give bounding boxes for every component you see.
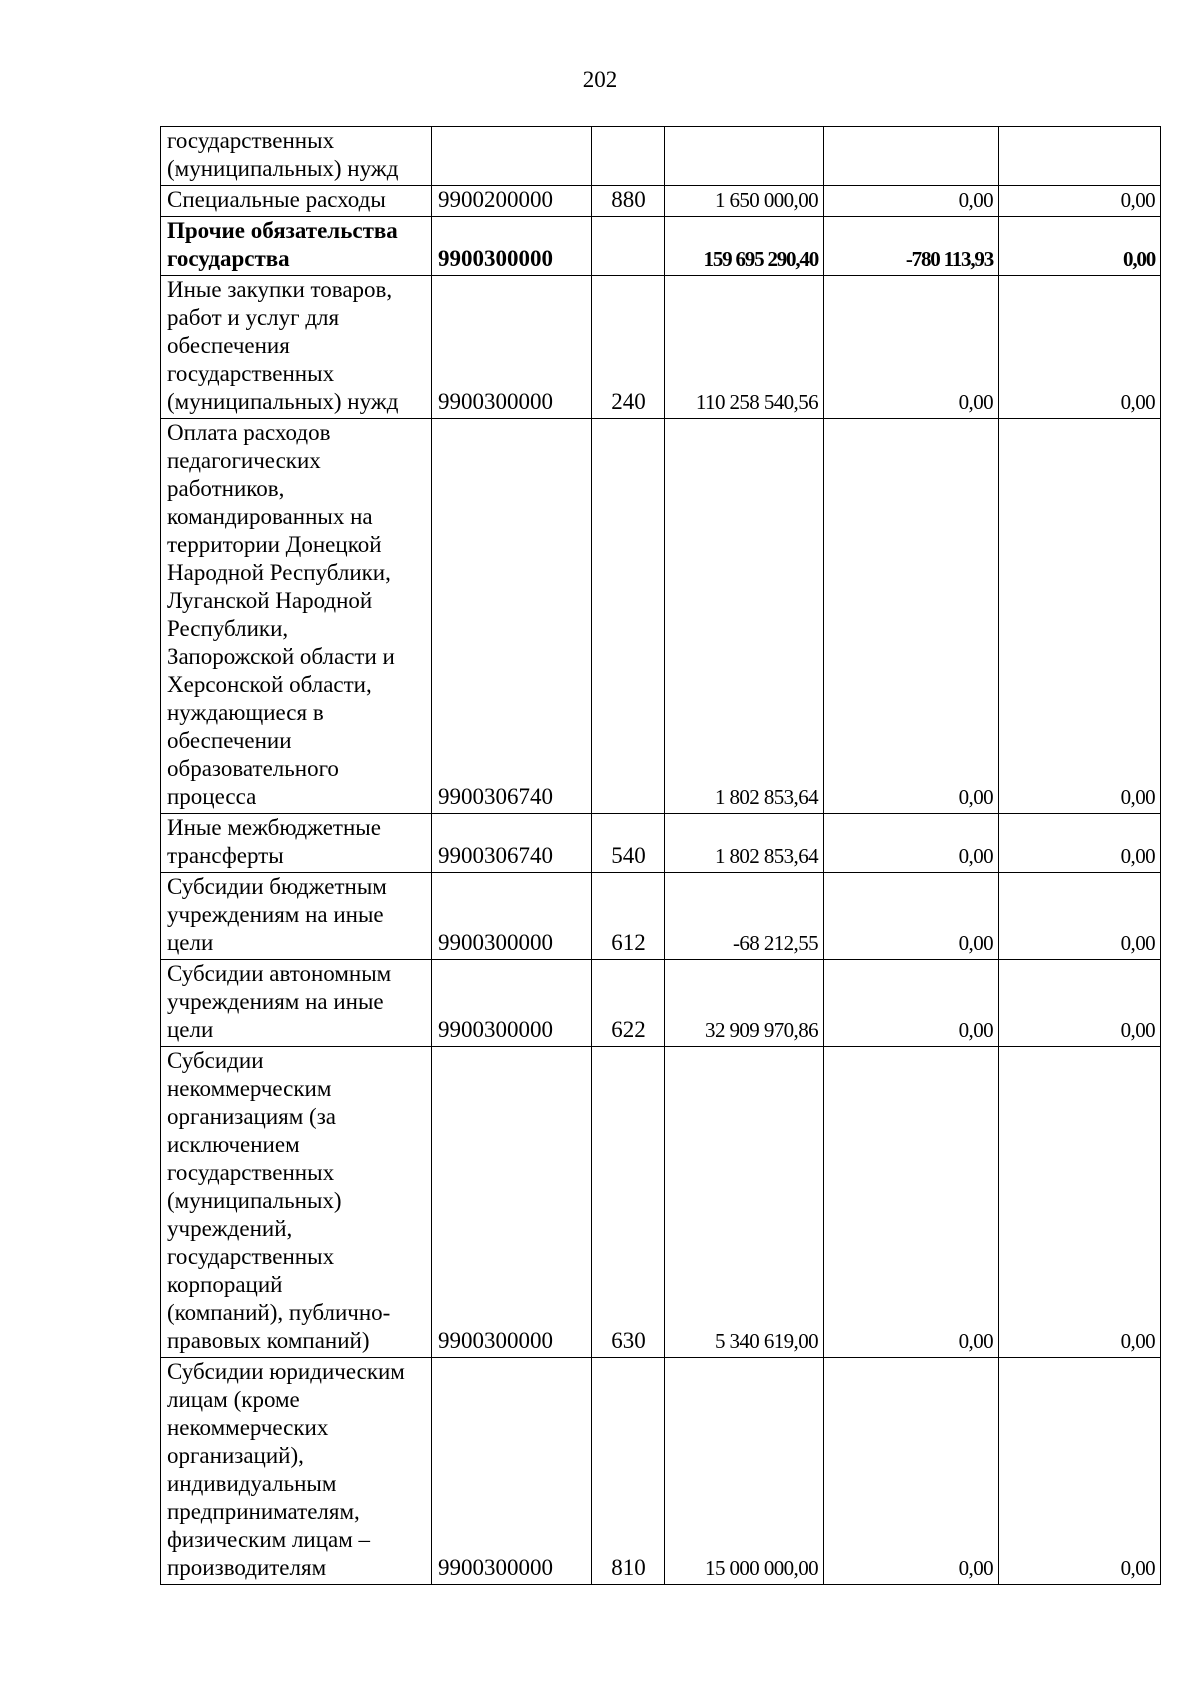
expense-name-cell: Оплата расходов педагогических работников, командированных на территории Донецкой Народной Республики, Луганской Народной Республики, Запорожской области и Херсонской области, нуждающиеся в обеспечении образовательного процесса (161, 419, 432, 814)
amount-3-cell: 0,00 (999, 419, 1161, 814)
target-article-code-cell: 9900306740 (432, 419, 592, 814)
table-row (161, 960, 1161, 1047)
target-article-code-cell: 9900200000 (432, 186, 592, 217)
amount-1-cell: -68 212,55 (665, 873, 824, 960)
table-row (161, 814, 1161, 873)
amount-3-cell: 0,00 (999, 1047, 1161, 1358)
amount-2-cell: 0,00 (824, 873, 999, 960)
amount-1-cell: 110 258 540,56 (665, 276, 824, 419)
expense-name-cell: Субсидии некоммерческим организациям (за исключением государственных (муниципальных) учреждений, государственных корпораций (компаний), публично- правовых компаний) (161, 1047, 432, 1358)
expense-name-cell: Иные закупки товаров, работ и услуг для обеспечения государственных (муниципальных) нужд (161, 276, 432, 419)
expense-type-code-cell: 540 (592, 814, 665, 873)
expense-name-cell: Субсидии бюджетным учреждениям на иные цели (161, 873, 432, 960)
table-row (161, 276, 1161, 419)
amount-3-cell: 0,00 (999, 814, 1161, 873)
target-article-code-cell: 9900300000 (432, 1358, 592, 1585)
expense-name-cell: Субсидии юридическим лицам (кроме некоммерческих организаций), индивидуальным предпринимателям, физическим лицам – производителям (161, 1358, 432, 1585)
expense-type-code-cell: 240 (592, 276, 665, 419)
amount-1-cell: 32 909 970,86 (665, 960, 824, 1047)
amount-3-cell: 0,00 (999, 960, 1161, 1047)
table-row (161, 127, 1161, 186)
amount-1-cell: 15 000 000,00 (665, 1358, 824, 1585)
amount-3-cell: 0,00 (999, 1358, 1161, 1585)
amount-2-cell: -780 113,93 (824, 217, 999, 276)
target-article-code-cell (432, 127, 592, 186)
amount-2-cell: 0,00 (824, 419, 999, 814)
amount-3-cell: 0,00 (999, 873, 1161, 960)
expense-type-code-cell (592, 217, 665, 276)
amount-2-cell: 0,00 (824, 814, 999, 873)
amount-2-cell: 0,00 (824, 1047, 999, 1358)
amount-1-cell: 5 340 619,00 (665, 1047, 824, 1358)
expense-type-code-cell: 612 (592, 873, 665, 960)
amount-2-cell (824, 127, 999, 186)
amount-1-cell: 159 695 290,40 (665, 217, 824, 276)
amount-3-cell (999, 127, 1161, 186)
amount-1-cell (665, 127, 824, 186)
amount-2-cell: 0,00 (824, 276, 999, 419)
amount-3-cell: 0,00 (999, 276, 1161, 419)
table-row (161, 1047, 1161, 1358)
target-article-code-cell: 9900300000 (432, 1047, 592, 1358)
expense-name-cell: Субсидии автономным учреждениям на иные цели (161, 960, 432, 1047)
expense-type-code-cell: 622 (592, 960, 665, 1047)
amount-3-cell: 0,00 (999, 217, 1161, 276)
page-number: 202 (582, 67, 618, 92)
table-row (161, 419, 1161, 814)
target-article-code-cell: 9900300000 (432, 960, 592, 1047)
amount-2-cell: 0,00 (824, 1358, 999, 1585)
expense-type-code-cell: 880 (592, 186, 665, 217)
budget-table (160, 126, 1161, 1585)
expense-type-code-cell: 810 (592, 1358, 665, 1585)
expense-name-cell: Специальные расходы (161, 186, 432, 217)
target-article-code-cell: 9900300000 (432, 217, 592, 276)
amount-2-cell: 0,00 (824, 186, 999, 217)
expense-name-cell: Прочие обязательства государства (161, 217, 432, 276)
expense-type-code-cell: 630 (592, 1047, 665, 1358)
amount-1-cell: 1 802 853,64 (665, 814, 824, 873)
expense-type-code-cell (592, 419, 665, 814)
target-article-code-cell: 9900300000 (432, 276, 592, 419)
table-row (161, 186, 1161, 217)
target-article-code-cell: 9900300000 (432, 873, 592, 960)
table-row (161, 873, 1161, 960)
table-row (161, 217, 1161, 276)
amount-1-cell: 1 650 000,00 (665, 186, 824, 217)
expense-name-cell: государственных (муниципальных) нужд (161, 127, 432, 186)
amount-3-cell: 0,00 (999, 186, 1161, 217)
amount-2-cell: 0,00 (824, 960, 999, 1047)
table-row (161, 1358, 1161, 1585)
expense-name-cell: Иные межбюджетные трансферты (161, 814, 432, 873)
amount-1-cell: 1 802 853,64 (665, 419, 824, 814)
target-article-code-cell: 9900306740 (432, 814, 592, 873)
expense-type-code-cell (592, 127, 665, 186)
